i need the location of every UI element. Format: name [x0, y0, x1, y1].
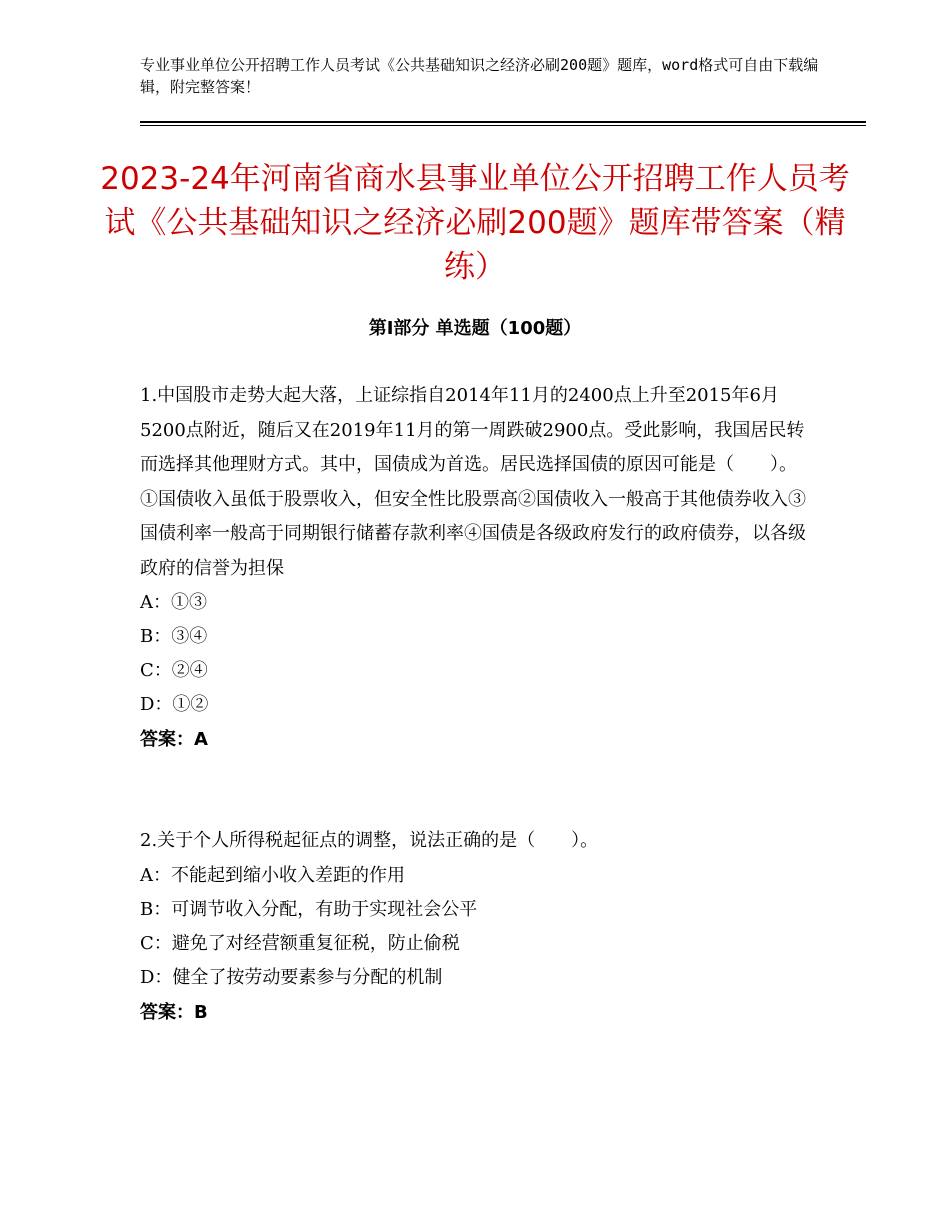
- answer-label: 答案：A: [140, 729, 208, 750]
- question-stem: 2.关于个人所得税起征点的调整，说法正确的是（ ）。: [140, 830, 599, 851]
- question-2: [140, 824, 810, 1031]
- page-header-note: 专业事业单位公开招聘工作人员考试《公共基础知识之经济必刷200题》题库，word格式可自由下载编辑，附完整答案！: [140, 56, 819, 96]
- option-c: C：避免了对经营额重复征税，防止偷税: [140, 932, 460, 954]
- section-title: 第Ⅰ部分 单选题（100题）: [368, 318, 582, 339]
- header-rule-thick: [140, 121, 866, 123]
- document-title: 2023-24年河南省商水县事业单位公开招聘工作人员考试《公共基础知识之经济必刷200题》题库带答案（精练）: [100, 161, 850, 285]
- question-stem: 1.中国股市走势大起大落，上证综指自2014年11月的2400点上升至2015年6月5200点附近，随后又在2019年11月的第一周跌破2900点。受此影响，我国居民转而选择其他理财方式。其中，国债成为首选。居民选择国债的原因可能是（ ）。①国债收入虽低于股票收入，但安全性比股票高②国债收入一般高于其他债券收入③国债利率一般高于同期银行储蓄存款利率④国债是各级政府发行的政府债券，以各级政府的信誉为担保: [140, 385, 806, 579]
- option-d: D：健全了按劳动要素参与分配的机制: [140, 966, 443, 988]
- option-d: D：①②: [140, 694, 209, 715]
- option-a: A：①③: [140, 592, 207, 613]
- option-c: C：②④: [140, 660, 208, 681]
- option-a: A：不能起到缩小收入差距的作用: [140, 864, 405, 886]
- option-b: B：③④: [140, 626, 208, 647]
- option-b: B：可调节收入分配，有助于实现社会公平: [140, 898, 478, 920]
- header-rule-thin: [140, 125, 866, 126]
- question-1: [140, 379, 810, 758]
- answer-label: 答案：B: [140, 1001, 208, 1023]
